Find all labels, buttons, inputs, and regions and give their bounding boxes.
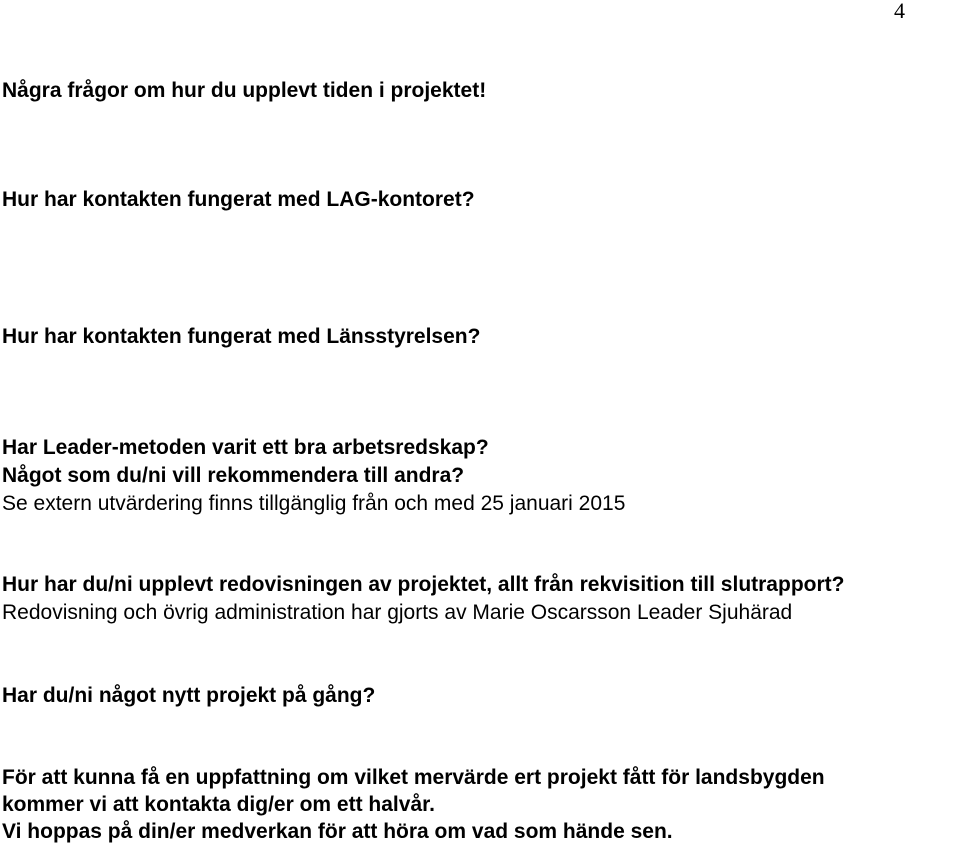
closing-line3: Vi hoppas på din/er medverkan för att höra om vad som hände sen. — [2, 820, 673, 843]
question-reporting-text: Hur har du/ni upplevt redovisningen av projektet, allt från rekvisition till slutrapport? — [2, 573, 845, 596]
question-county-board: Hur har kontakten fungerat med Länsstyrelsen? — [2, 325, 481, 348]
answer-leader-method: Se extern utvärdering finns tillgänglig från och med 25 januari 2015 — [2, 492, 626, 515]
page-number: 4 — [894, 0, 905, 23]
question-leader-method-line1: Har Leader-metoden varit ett bra arbetsredskap? — [2, 436, 489, 459]
answer-reporting: Redovisning och övrig administration har gjorts av Marie Oscarsson Leader Sjuhärad — [2, 601, 793, 624]
closing-line2: kommer vi att kontakta dig/er om ett halvår. — [2, 793, 435, 816]
question-new-project: Har du/ni något nytt projekt på gång? — [2, 684, 376, 707]
intro-heading: Några frågor om hur du upplevt tiden i projektet! — [2, 79, 487, 102]
question-lag-office: Hur har kontakten fungerat med LAG-kontoret? — [2, 188, 475, 211]
question-leader-method-line2: Något som du/ni vill rekommendera till andra? — [2, 464, 465, 487]
closing-line1: För att kunna få en uppfattning om vilket mervärde ert projekt fått för landsbygden — [2, 766, 825, 789]
